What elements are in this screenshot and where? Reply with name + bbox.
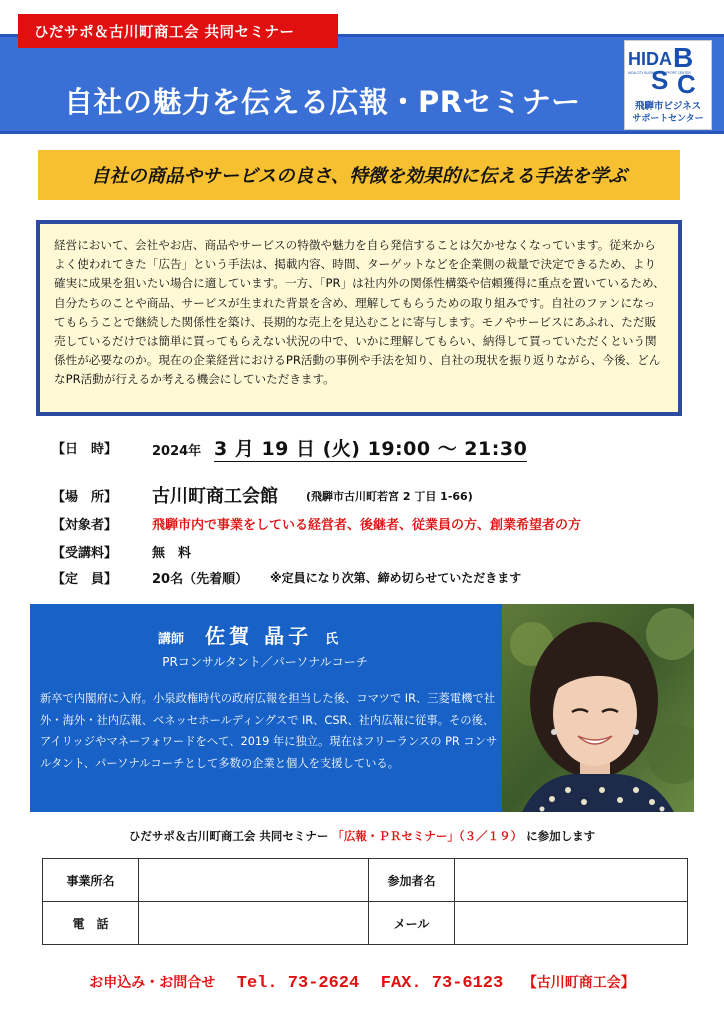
intro-box — [36, 220, 682, 416]
date-value: 3 月 19 日 (火) 19:00 ～ 21:30 — [214, 434, 527, 462]
mail-label: メール — [369, 902, 455, 945]
fee-value: 無 料 — [152, 546, 192, 561]
place-address: (飛騨市古川町若宮 2 丁目 1-66) — [306, 490, 473, 503]
join-statement — [0, 828, 724, 844]
logo-line2: サポートセンター — [632, 114, 704, 124]
logo-small-en: HIDA CITY BUSINESS SUPPORT CENTER — [628, 71, 691, 75]
co-host-badge: ひだサポ＆古川町商工会 共同セミナー — [18, 14, 338, 48]
speaker-name-row — [158, 620, 338, 649]
place-row — [52, 482, 692, 506]
application-form — [42, 858, 688, 945]
fee-row — [52, 538, 692, 562]
contact-footer — [0, 972, 724, 993]
join-prefix: ひだサポ＆古川町商工会 共同セミナー — [128, 829, 333, 843]
subtitle-bar: 自社の商品やサービスの良さ、特徴を効果的に伝える手法を学ぶ — [38, 150, 680, 200]
place-value: 古川町商工会館 — [152, 486, 278, 507]
target-label: 【対象者】 — [52, 518, 118, 533]
speaker-title-label: 講師 — [158, 632, 185, 647]
phone-field[interactable] — [139, 902, 369, 945]
logo-c-letter: C — [677, 69, 696, 99]
speaker-text — [30, 604, 500, 812]
join-seminar: 「広報・ＰＲセミナー」（３／１９） — [332, 829, 523, 843]
logo-hida-text: HIDA — [628, 49, 672, 69]
speaker-photo — [502, 604, 694, 812]
speaker-name: 佐賀 晶子 — [205, 624, 313, 648]
title-banner — [0, 34, 724, 134]
page-title: 自社の魅力を伝える広報・PRセミナー — [64, 85, 581, 119]
target-value: 飛騨市内で事業をしている経営者、後継者、従業員の方、創業希望者の方 — [152, 518, 582, 533]
date-row — [52, 434, 692, 458]
logo-b-letter: B — [673, 42, 694, 73]
date-year: 2024年 — [152, 444, 202, 459]
capacity-row — [52, 564, 692, 588]
contact-org: 【古川町商工会】 — [522, 975, 635, 991]
participant-label: 参加者名 — [369, 859, 455, 902]
date-label: 【日 時】 — [52, 442, 118, 457]
company-label: 事業所名 — [43, 859, 139, 902]
hida-bsc-logo — [624, 40, 712, 130]
phone-label: 電 話 — [43, 902, 139, 945]
logo-line1: 飛騨市ビジネス — [634, 101, 702, 112]
speaker-role: PRコンサルタント／パーソナルコーチ — [162, 655, 368, 669]
mail-field[interactable] — [455, 902, 688, 945]
contact-fax: FAX. 73-6123 — [380, 974, 504, 993]
capacity-note: ※定員になり次第、締め切らせていただきます — [270, 571, 522, 585]
contact-tel: Tel. 73-2624 — [236, 974, 360, 993]
capacity-value: 20名（先着順） — [152, 572, 249, 587]
intro-text: 経営において、会社やお店、商品やサービスの特徴や魅力を自ら発信することは欠かせなくなっています。従来からよく使われてきた「広告」という手法は、掲載内容、時間、ターゲットなどを企業側の裁量で決定できるため、より確実に成果を狙いたい場合に適しています。一方、「PR」は社内外の関係性構築や信頼獲得に重点を置いているため、自分たちのことや商品、サービスが生まれた背景を含め、理解してもらうための取り組みです。自社のファンになってもらうことで継続した関係性を築け、長期的な売上を見込むことに寄与します。モノやサービスにあふれ、ただ販売しているだけでは簡単に買ってもらえない状況の中で、いかに理解してもらい、納得して買っていただくという関係性が必要なのか。現在の企業経営におけるPR活動の事例や手法を知り、自社の現状を振り返りながら、今後、どんなPR活動が行えるか考える機会にしていただきます。 — [54, 238, 665, 387]
target-row — [52, 510, 692, 534]
company-field[interactable] — [139, 859, 369, 902]
speaker-honorific: 氏 — [325, 632, 339, 647]
fee-label: 【受講料】 — [52, 546, 118, 561]
contact-label: お申込み・お問合せ — [89, 975, 216, 991]
participant-field[interactable] — [455, 859, 688, 902]
logo-s-letter: S — [651, 65, 669, 95]
place-label: 【場 所】 — [52, 490, 118, 505]
join-suffix: に参加します — [522, 829, 596, 843]
speaker-bio: 新卒で内閣府に入府。小泉政権時代の政府広報を担当した後、コマツで IR、三菱電機で社外・海外・社内広報、ベネッセホールディングスで IR、CSR、社内広報に従事。その後、アイリッジやマネーフォワードをへて、2019 年に独立。現在はフリーランスの PR コンサルタント、パーソナルコーチとして多数の企業と個人を支援している。 — [40, 692, 498, 770]
speaker-section — [30, 604, 694, 812]
capacity-label: 【定 員】 — [52, 572, 118, 587]
